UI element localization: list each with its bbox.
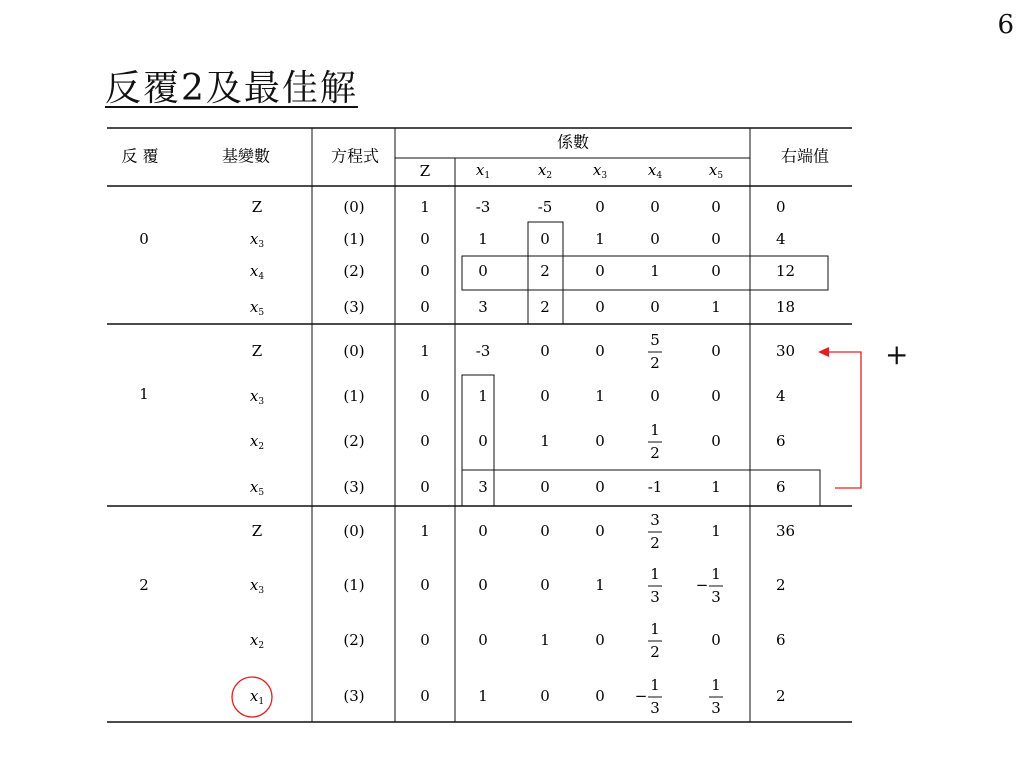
coef-cell: 0 <box>595 432 605 450</box>
coef-cell: 0 <box>711 198 721 216</box>
coef-cell: 0 <box>595 478 605 496</box>
coef-cell: 0 <box>540 342 550 360</box>
plus-annotation: + <box>885 338 909 371</box>
rhs-cell: 30 <box>776 342 796 360</box>
coef-cell: 0 <box>650 198 660 216</box>
coef-cell: 0 <box>540 576 550 594</box>
header-coefficients: 係數 <box>556 132 590 152</box>
pivot-row-box <box>462 256 828 290</box>
coef-cell <box>648 565 662 606</box>
fraction-part: 1 <box>650 565 660 583</box>
coef-cell: 0 <box>540 478 550 496</box>
coef-cell: -3 <box>475 342 491 360</box>
fraction-part: 3 <box>711 699 721 717</box>
fraction-part: 2 <box>650 643 660 661</box>
coef-cell: 0 <box>711 631 721 649</box>
basic-var: $x_4$ <box>249 262 265 282</box>
fraction-part: 1 <box>650 676 660 694</box>
coef-cell: 0 <box>595 631 605 649</box>
fraction-part: 1 <box>711 676 721 694</box>
header-col-x2: $x_2$ <box>537 161 553 181</box>
equation-label: (1) <box>343 576 365 594</box>
equation-label: (0) <box>343 198 365 216</box>
coef-cell: 1 <box>420 342 430 360</box>
coef-cell <box>709 676 723 717</box>
coef-cell: 0 <box>420 230 430 248</box>
coef-cell: 0 <box>650 230 660 248</box>
coef-cell: 0 <box>478 576 488 594</box>
coef-cell: 2 <box>540 262 550 280</box>
coef-cell: 0 <box>540 230 550 248</box>
coef-cell: 0 <box>420 687 430 705</box>
fraction-part: 2 <box>650 444 660 462</box>
coef-cell: 0 <box>595 342 605 360</box>
coef-cell: 0 <box>595 198 605 216</box>
equation-label: (2) <box>343 262 365 280</box>
rhs-cell: 4 <box>776 230 786 248</box>
fraction-part: − <box>695 576 709 594</box>
header-equation: 方程式 <box>330 146 380 166</box>
basic-var: Z <box>251 342 263 360</box>
coef-cell: 1 <box>540 432 550 450</box>
basic-var: $x_3$ <box>249 576 265 596</box>
coef-cell: 0 <box>650 387 660 405</box>
coef-cell: 1 <box>711 478 721 496</box>
coef-cell: 0 <box>420 432 430 450</box>
basic-var: Z <box>251 198 263 216</box>
fraction-part: 1 <box>711 565 721 583</box>
coef-cell: 0 <box>540 522 550 540</box>
fraction-part: 3 <box>650 699 660 717</box>
header-col-x3: $x_3$ <box>592 161 608 181</box>
rhs-cell: 4 <box>776 387 786 405</box>
coef-cell: 0 <box>420 298 430 316</box>
fraction-part: 3 <box>650 511 660 529</box>
header-col-x5: $x_5$ <box>708 161 724 181</box>
coef-cell <box>635 676 662 717</box>
coef-cell <box>648 331 662 372</box>
coef-cell <box>648 421 662 462</box>
header-col-x4: $x_4$ <box>647 161 663 181</box>
coef-cell: -3 <box>475 198 491 216</box>
coef-cell: 0 <box>711 342 721 360</box>
equation-label: (2) <box>343 432 365 450</box>
rhs-cell: 12 <box>776 262 796 280</box>
coef-cell: 1 <box>478 230 488 248</box>
header-basic-var: 基變數 <box>221 146 271 166</box>
rhs-cell: 2 <box>776 576 786 594</box>
equation-label: (1) <box>343 387 365 405</box>
header-iteration: 反 覆 <box>121 146 159 166</box>
equation-label: (3) <box>343 478 365 496</box>
rhs-cell: 6 <box>776 631 786 649</box>
basic-var: $x_5$ <box>249 478 265 498</box>
coef-cell: 0 <box>540 387 550 405</box>
coef-cell: 1 <box>711 522 721 540</box>
rhs-cell: 2 <box>776 687 786 705</box>
coef-cell: -5 <box>537 198 553 216</box>
coef-cell <box>648 511 662 552</box>
coef-cell: 1 <box>478 687 488 705</box>
coef-cell: 0 <box>711 262 721 280</box>
iteration-label: 1 <box>139 385 149 403</box>
coef-cell: 1 <box>595 576 605 594</box>
basic-var: Z <box>251 522 263 540</box>
coef-cell: 0 <box>478 631 488 649</box>
coef-cell: 0 <box>595 298 605 316</box>
coef-cell: 0 <box>478 432 488 450</box>
coef-cell: 0 <box>420 631 430 649</box>
rhs-cell: 36 <box>776 522 796 540</box>
equation-label: (1) <box>343 230 365 248</box>
coef-cell: -1 <box>647 478 663 496</box>
equation-label: (0) <box>343 342 365 360</box>
coef-cell: 3 <box>478 478 488 496</box>
coef-cell: 1 <box>595 230 605 248</box>
rhs-cell: 0 <box>776 198 786 216</box>
basic-var: $x_5$ <box>249 298 265 318</box>
coef-cell: 0 <box>711 387 721 405</box>
header-rhs: 右端值 <box>780 146 830 166</box>
fraction-part: 1 <box>650 421 660 439</box>
coef-cell <box>696 565 723 606</box>
coef-cell: 1 <box>478 387 488 405</box>
equation-label: (2) <box>343 631 365 649</box>
fraction-part: 1 <box>650 620 660 638</box>
coef-cell: 1 <box>711 298 721 316</box>
coef-cell: 3 <box>478 298 488 316</box>
iteration-label: 2 <box>139 576 149 594</box>
basic-var: $x_2$ <box>249 432 265 452</box>
coef-cell: 0 <box>711 432 721 450</box>
coef-cell: 1 <box>540 631 550 649</box>
slide-title: 反覆2及最佳解 <box>105 68 358 109</box>
coef-cell: 1 <box>650 262 660 280</box>
page-number: 6 <box>997 10 1014 40</box>
coef-cell: 0 <box>420 478 430 496</box>
coef-cell: 0 <box>420 387 430 405</box>
pivot-row-box <box>462 470 820 506</box>
fraction-part: 2 <box>650 354 660 372</box>
equation-label: (0) <box>343 522 365 540</box>
header-col-z: Z <box>419 162 431 180</box>
coef-cell: 0 <box>595 522 605 540</box>
coef-cell: 0 <box>595 262 605 280</box>
rhs-cell: 6 <box>776 478 786 496</box>
rhs-cell: 18 <box>776 298 796 316</box>
coef-cell: 0 <box>478 522 488 540</box>
basic-var: $x_3$ <box>249 387 265 407</box>
equation-label: (3) <box>343 298 365 316</box>
coef-cell: 0 <box>478 262 488 280</box>
coef-cell <box>648 620 662 661</box>
fraction-part: 2 <box>650 534 660 552</box>
fraction-part: 5 <box>650 331 660 349</box>
coef-cell: 0 <box>595 687 605 705</box>
equation-label: (3) <box>343 687 365 705</box>
coef-cell: 0 <box>420 576 430 594</box>
row-operation-arrow <box>828 352 861 488</box>
coef-cell: 0 <box>650 298 660 316</box>
basic-var: $x_2$ <box>249 631 265 651</box>
coef-cell: 1 <box>420 522 430 540</box>
coef-cell: 1 <box>595 387 605 405</box>
arrow-head-icon <box>818 347 829 357</box>
basic-var: $x_3$ <box>249 230 265 250</box>
basic-var: $x_1$ <box>249 687 265 707</box>
coef-cell: 2 <box>540 298 550 316</box>
fraction-part: 3 <box>711 588 721 606</box>
coef-cell: 0 <box>420 262 430 280</box>
iteration-label: 0 <box>139 230 149 248</box>
header-col-x1: $x_1$ <box>475 161 491 181</box>
coef-cell: 0 <box>711 230 721 248</box>
fraction-part: 3 <box>650 588 660 606</box>
fraction-part: − <box>634 687 648 705</box>
coef-cell: 1 <box>420 198 430 216</box>
rhs-cell: 6 <box>776 432 786 450</box>
coef-cell: 0 <box>540 687 550 705</box>
